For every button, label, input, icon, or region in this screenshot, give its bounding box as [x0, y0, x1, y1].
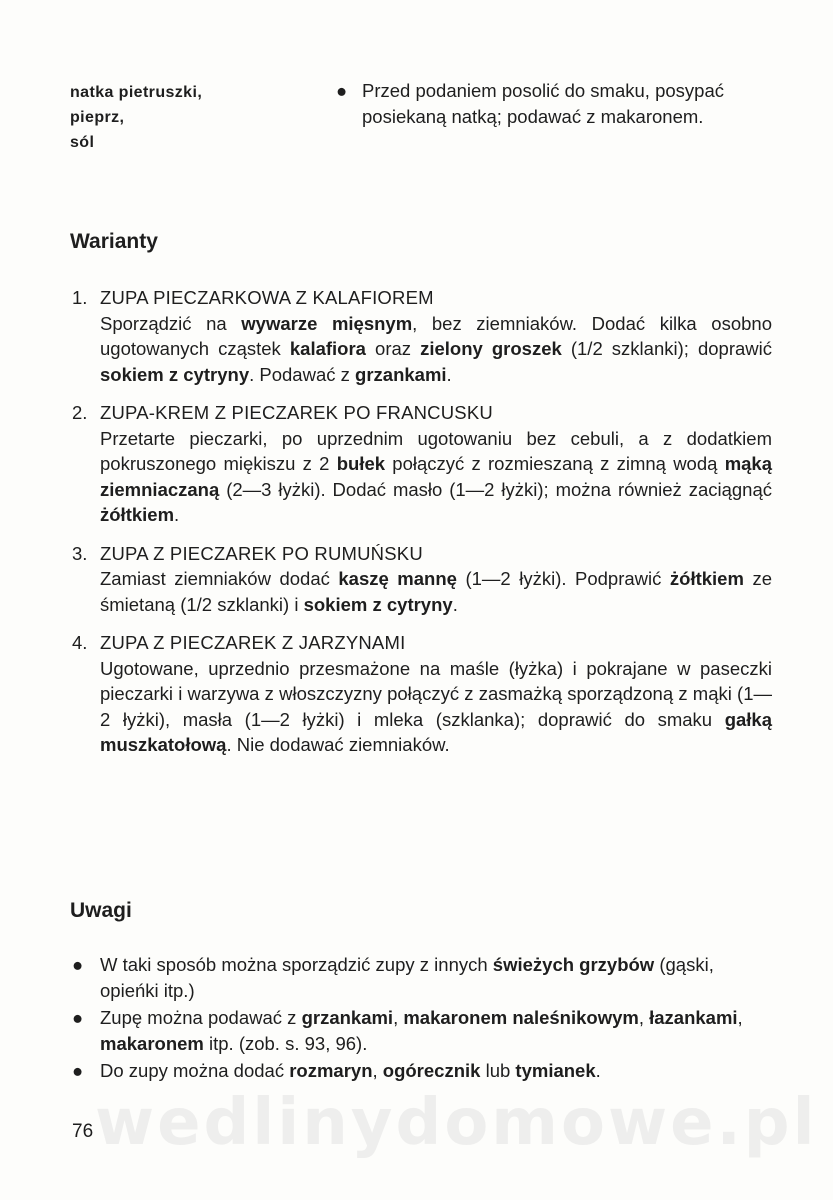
- section-title-warianty: Warianty: [70, 230, 158, 253]
- bold-term: świeżych grzybów: [492, 954, 655, 975]
- bold-term: żółtkiem: [669, 568, 744, 589]
- variant-number: 4.: [72, 632, 88, 653]
- variant-number: 1.: [72, 287, 88, 308]
- text-run: Zamiast ziemniaków dodać: [100, 568, 339, 589]
- notes-list: [72, 952, 772, 1086]
- variant-item: [72, 541, 772, 618]
- variant-title: ZUPA Z PIECZAREK Z JARZYNAMI: [100, 632, 406, 653]
- variant-title: ZUPA PIECZARKOWA Z KALAFIOREM: [100, 287, 434, 308]
- text-run: . Podawać z: [249, 363, 356, 385]
- text-run: . Nie dodawać ziemniaków.: [226, 734, 450, 755]
- variant-description: [100, 656, 772, 758]
- text-run: (gąski, opieńki itp.): [100, 954, 714, 1001]
- bold-term: sokiem z cytryny: [303, 593, 453, 615]
- text-run: (2—3 łyżki). Dodać masło (1—2 łyżki); można również zaciągnąć: [219, 478, 772, 500]
- variant-description: [100, 426, 772, 528]
- variant-number: 3.: [72, 542, 88, 564]
- bold-term: makaronem: [100, 1032, 204, 1054]
- text-run: itp. (zob. s. 93, 96).: [203, 1032, 368, 1054]
- note-item: [72, 1058, 772, 1084]
- bold-term: tymianek: [515, 1060, 596, 1081]
- text-run: .: [595, 1060, 601, 1081]
- variant-number: 2.: [72, 402, 88, 423]
- bullet-icon: ●: [72, 1060, 84, 1081]
- page-number: 76: [72, 1121, 94, 1142]
- watermark: wedlinydomowe.pl: [95, 1086, 818, 1160]
- bullet-icon: ●: [72, 1007, 84, 1028]
- bold-term: grzankami: [355, 363, 447, 385]
- note-text: [100, 1058, 772, 1084]
- variant-description: [100, 311, 772, 388]
- ingredient-item: pieprz,: [70, 109, 125, 126]
- text-run: Ugotowane, uprzednio przesmażone na maśle (łyżka) i pokrajane w paseczki pieczarki i warzywa z włoszczyzny połączyć z zasmażką sporządzoną z mąki (1—2 łyżki), masła (1—2 łyżki) i mleka (szklanka); doprawić do smaku: [100, 657, 772, 730]
- bullet-icon: ●: [336, 80, 348, 101]
- text-run: ,: [737, 1007, 743, 1028]
- text-run: oraz: [365, 338, 421, 359]
- text-run: lub: [480, 1060, 516, 1081]
- text-run: Zupę można podawać z: [100, 1007, 302, 1028]
- variant-title: ZUPA Z PIECZAREK PO RUMUŃSKU: [100, 542, 423, 564]
- ingredients-list: [70, 80, 310, 155]
- variant-item: [72, 630, 772, 758]
- bold-term: mąką ziemniaczaną: [100, 453, 773, 500]
- text-run: ,: [372, 1060, 383, 1081]
- variant-title: ZUPA-KREM Z PIECZAREK PO FRANCUSKU: [100, 402, 493, 423]
- text-run: (1—2 łyżki). Podprawić: [456, 568, 670, 589]
- text-run: ze śmietaną (1/2 szklanki) i: [100, 568, 772, 615]
- text-run: połączyć z rozmieszaną z zimną wodą: [385, 453, 725, 474]
- bold-term: bułek: [336, 453, 386, 474]
- bold-term: kaszę mannę: [338, 568, 457, 589]
- variants-list: [72, 285, 772, 771]
- section-title-uwagi: Uwagi: [70, 899, 132, 922]
- text-run: .: [446, 363, 452, 385]
- ingredient-item: natka pietruszki,: [70, 84, 203, 101]
- bold-term: łazankami: [649, 1007, 738, 1028]
- bold-term: zielony groszek: [420, 338, 562, 359]
- bold-term: sokiem z cytryny: [100, 363, 250, 385]
- text-run: W taki sposób można sporządzić zupy z innych: [100, 954, 493, 975]
- bold-term: ogórecznik: [382, 1060, 481, 1081]
- bullet-icon: ●: [72, 954, 84, 975]
- text-run: ,: [638, 1007, 650, 1028]
- bold-term: kalafiora: [289, 338, 366, 359]
- ingredient-item: sól: [70, 134, 95, 151]
- text-run: Do zupy można dodać: [100, 1060, 290, 1081]
- text-run: Przetarte pieczarki, po uprzednim ugotowaniu bez cebuli, a z dodatkiem pokruszonego miękiszu z 2: [100, 427, 772, 474]
- bold-term: makaronem naleśnikowym: [403, 1007, 639, 1028]
- text-run: ,: [393, 1007, 404, 1028]
- preparation-step: [336, 78, 776, 130]
- text-run: , bez ziemniaków. Dodać kilka osobno ugotowanych cząstek: [100, 312, 772, 359]
- text-run: Sporządzić na: [100, 312, 242, 334]
- note-item: [72, 1005, 772, 1056]
- bold-term: żółtkiem: [100, 504, 175, 525]
- bold-term: wywarze mięsnym: [241, 312, 413, 334]
- bold-term: grzankami: [301, 1007, 394, 1028]
- text-run: .: [452, 593, 458, 615]
- variant-item: [72, 400, 772, 528]
- variant-description: [100, 566, 772, 617]
- note-text: [100, 952, 772, 1003]
- preparation-step-text: Przed podaniem posolić do smaku, posypać posiekaną natką; podawać z makaronem.: [362, 80, 724, 127]
- text-run: .: [174, 504, 180, 525]
- text-run: (1/2 szklanki); doprawić: [561, 338, 772, 359]
- note-text: [100, 1005, 772, 1056]
- bold-term: gałką muszkatołową: [100, 708, 772, 755]
- note-item: [72, 952, 772, 1003]
- bold-term: rozmaryn: [289, 1060, 373, 1081]
- variant-item: [72, 285, 772, 387]
